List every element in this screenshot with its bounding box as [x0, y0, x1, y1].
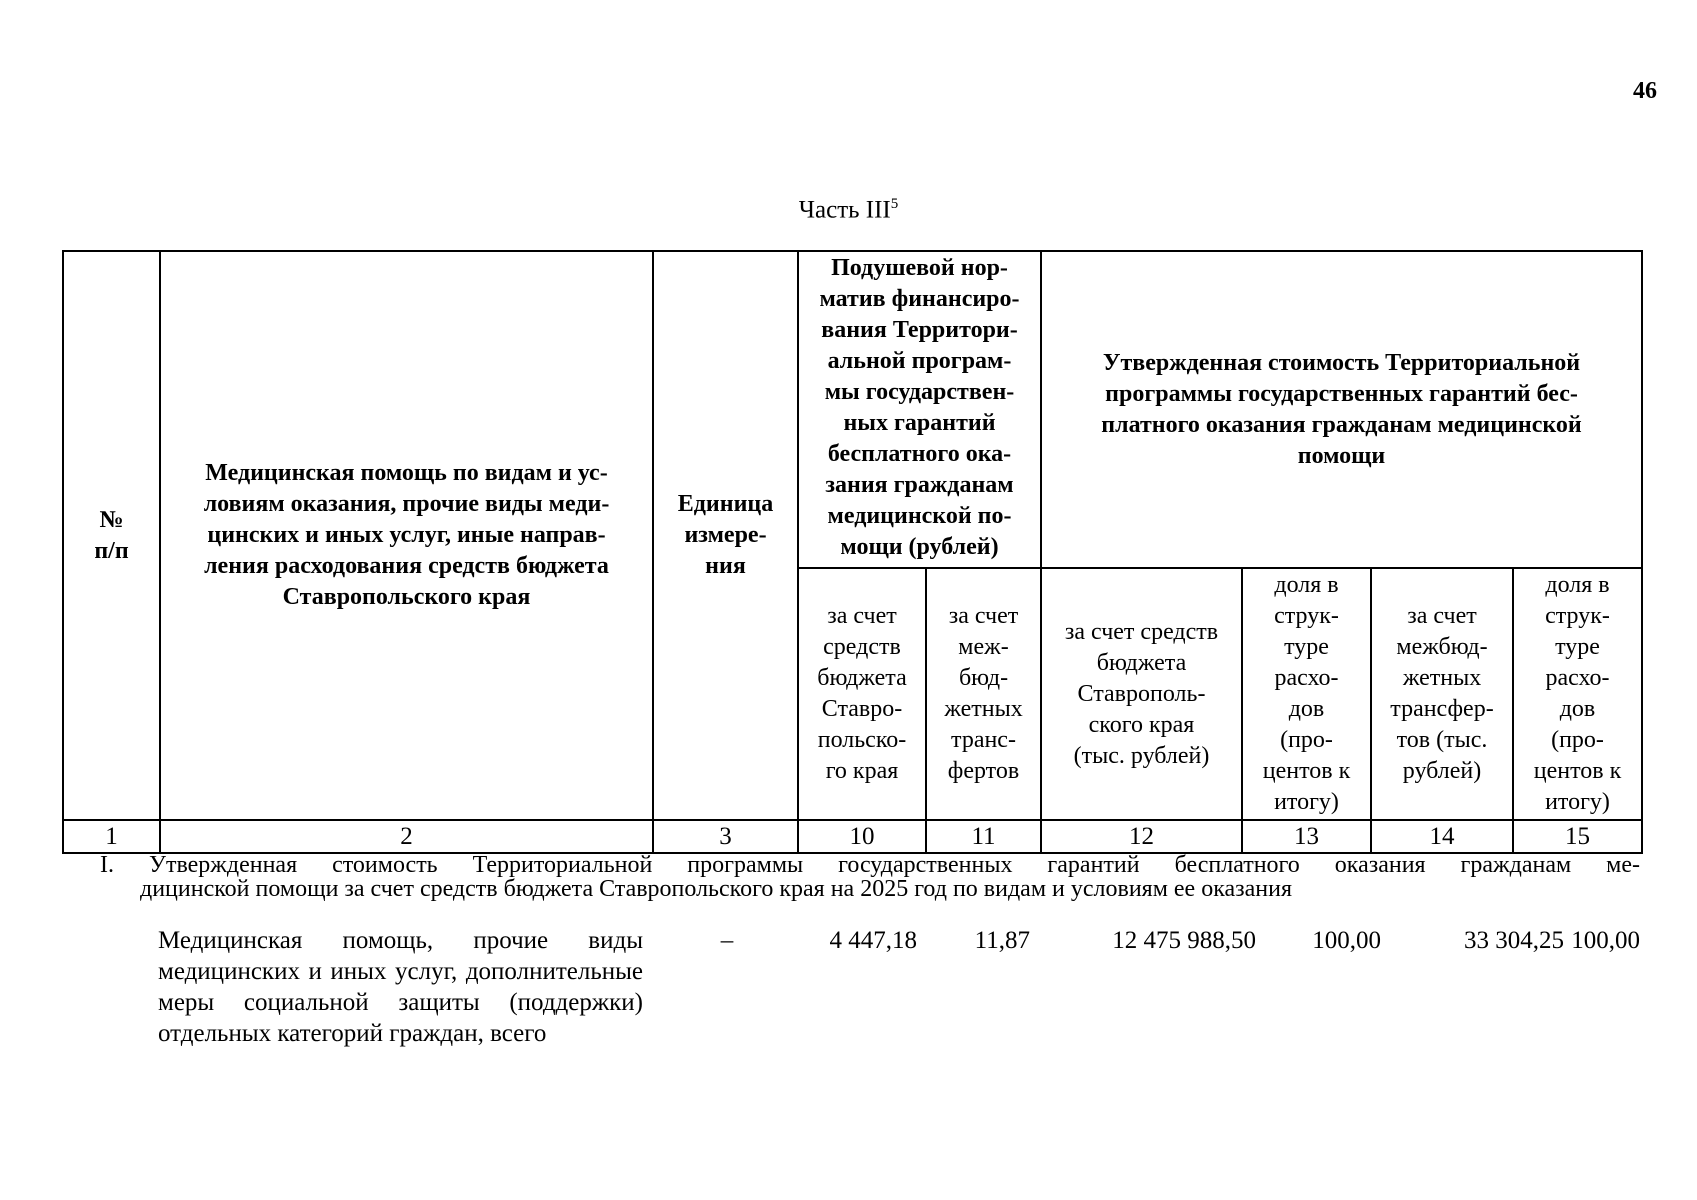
header-sub-13: доля в струк- туре расхо- дов (про- центов к итогу) [1242, 568, 1371, 820]
header-sub-14: за счет межбюд- жетных трансфер- тов (тыс. рублей) [1371, 568, 1513, 820]
column-number-3: 3 [653, 820, 798, 853]
row-label: Медицинская помощь, прочие виды медицинских и иных услуг, дополнительные меры социальной защиты (поддержки) отдельных категорий граждан, всего [158, 927, 643, 1047]
page-number: 46 [1633, 78, 1657, 104]
row-value-12: 12 475 988,50 [1112, 927, 1256, 954]
header-col-description: Медицинская помощь по видам и ус- ловиям оказания, прочие виды меди- цинских и иных услуг, иные направ- ления расходования средств бюджета Ставропольского края [160, 251, 653, 820]
header-col-number: № п/п [63, 251, 160, 820]
row-value-13: 100,00 [1312, 927, 1381, 954]
header-sub-10: за счет средств бюджета Ставро- польско- го края [798, 568, 926, 820]
header-sub-12: за счет средств бюджета Ставрополь- ского края (тыс. рублей) [1041, 568, 1242, 820]
row-value-14: 33 304,25 [1464, 927, 1564, 954]
row-value-10: 4 447,18 [829, 927, 917, 954]
column-number-14: 14 [1371, 820, 1513, 853]
section-title-line-2: дицинской помощи за счет средств бюджета Ставропольского края на 2025 год по видам и условиям ее оказания [140, 876, 1293, 902]
column-number-15: 15 [1513, 820, 1642, 853]
column-number-10: 10 [798, 820, 926, 853]
column-number-12: 12 [1041, 820, 1242, 853]
header-col-approved-cost: Утвержденная стоимость Территориальной программы государственных гарантий бес- платного оказания гражданам медицинской помощи [1041, 251, 1642, 568]
row-value-15: 100,00 [1571, 927, 1640, 954]
header-sub-11: за счет меж- бюд- жетных транс- фертов [926, 568, 1041, 820]
column-number-13: 13 [1242, 820, 1371, 853]
part-title-footnote: 5 [890, 196, 899, 212]
row-value-11: 11,87 [974, 927, 1030, 954]
part-title-text: Часть III [798, 196, 891, 224]
section-title-line-1: I. Утвержденная стоимость Территориальной программы государственных гарантий бесплатного оказания гражданам ме- [100, 852, 1640, 878]
row-unit: – [720, 927, 734, 954]
column-number-2: 2 [160, 820, 653, 853]
header-col-normative: Подушевой нор- матив финансиро- вания Территори- альной програм- мы государствен- ных гарантий бесплатного ока- зания гражданам медицинской по- мощи (рублей) [798, 251, 1041, 568]
section-title [100, 853, 1640, 901]
column-number-1: 1 [63, 820, 160, 853]
header-col-unit: Единица измере- ния [653, 251, 798, 820]
part-title [0, 196, 1697, 224]
header-table [62, 250, 1643, 854]
column-number-11: 11 [926, 820, 1041, 853]
header-sub-15: доля в струк- туре расхо- дов (про- центов к итогу) [1513, 568, 1642, 820]
